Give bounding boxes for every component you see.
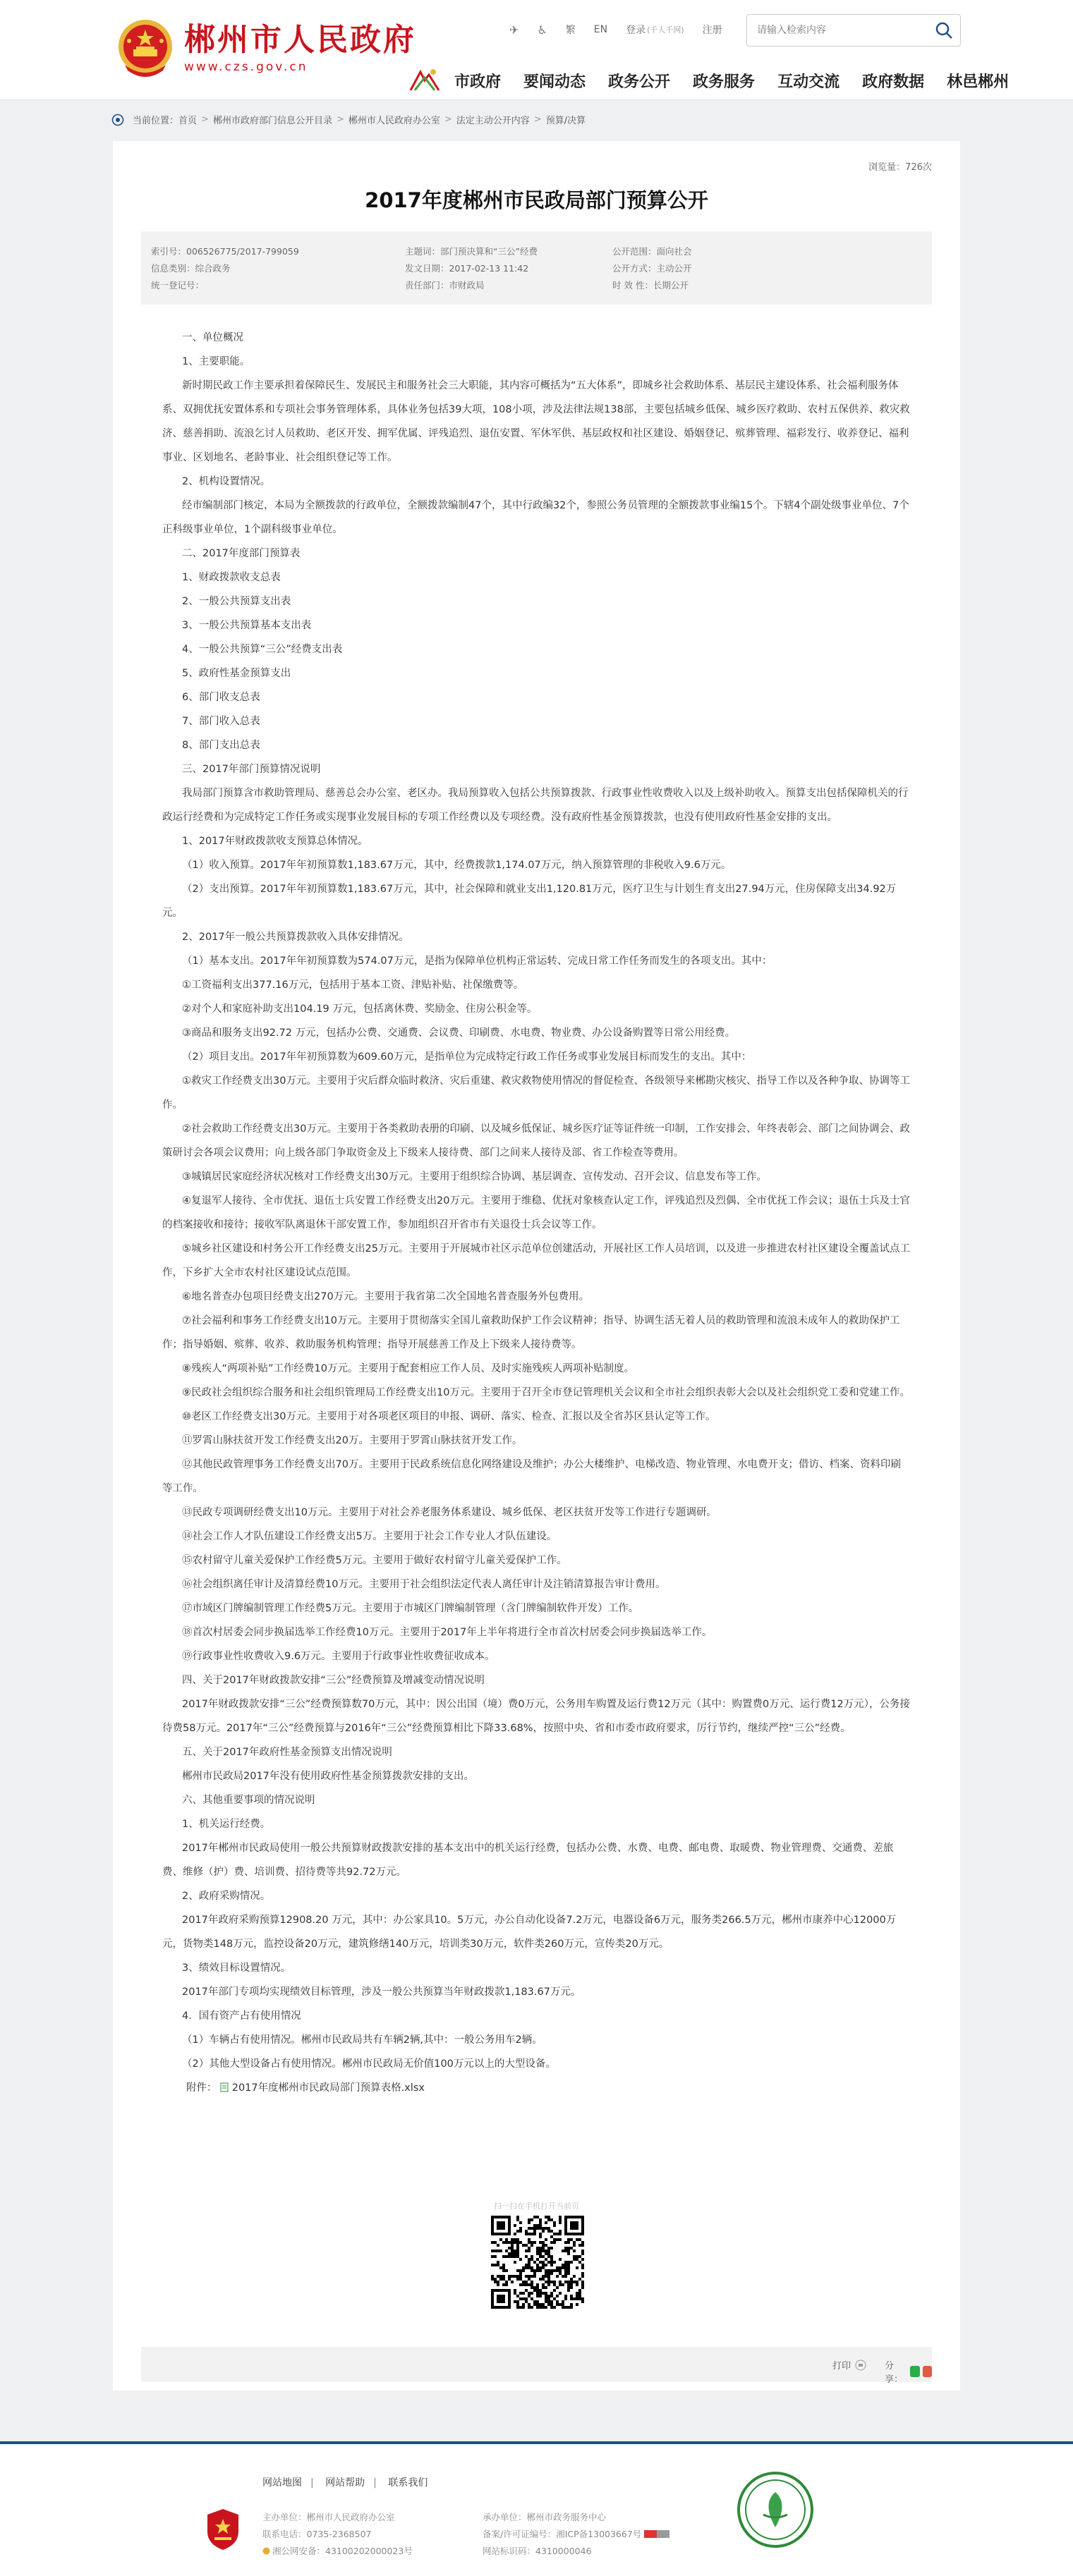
traditional-chinese-link[interactable]: 繁 — [565, 25, 576, 36]
article-paragraph: 8、部门支出总表 — [182, 740, 260, 751]
footer-info-right — [483, 2509, 669, 2560]
article-paragraph: 1、财政拨款收支总表 — [182, 572, 281, 583]
article-paragraph: ⑰市域区门牌编制管理工作经费5万元。主要用于市城区门牌编制管理（含门牌编制软件开发）工作。 — [182, 1603, 639, 1614]
article-paragraph: 经市编制部门核定，本局为全额拨款的行政单位，全额拨款编制47个，其中行政编32个，参照公务员管理的全额拨款事业编15个。下辖4个副处级事业单位、7个正科级事业单位，1个副科级事业单位。 — [162, 500, 909, 535]
article-paragraph: 四、关于2017年财政拨款安排“三公”经费预算及增减变动情况说明 — [182, 1675, 485, 1686]
meta-scope: 公开范围：面向社会 — [612, 246, 692, 257]
accessibility-icon[interactable]: ✈︎ — [509, 23, 519, 37]
article-paragraph: 郴州市民政局2017年没有使用政府性基金预算拨款安排的支出。 — [182, 1771, 474, 1782]
login-label: 登录 — [626, 25, 646, 36]
article-paragraph: ⑲行政事业性收费收入9.6万元。主要用于行政事业性收费征收成本。 — [182, 1651, 495, 1662]
article-paragraph: ①救灾工作经费支出30万元。主要用于灾后群众临时救济、灾后重建、救灾救物使用情况的督促检查、各级领导来郴勘灾核灾、指导工作以及各种争取、协调等工作。 — [162, 1075, 910, 1111]
article-paragraph: ②社会救助工作经费支出30万元。主要用于各类救助表册的印刷、以及城乡低保证、城乡医疗证等证件统一印制，工作安排会、年终表彰会、部门之间协调会、政策研讨会各项会议费用；向上级各部门争取资金及上下级来人接待费、部门之间来人接待及部、省工作检查等费用。 — [162, 1123, 910, 1159]
breadcrumb-office[interactable]: 郴州市人民政府办公室 — [348, 116, 440, 126]
article-paragraph: 2017年部门专项均实现绩效目标管理，涉及一般公共预算当年财政拨款1,183.67万元。 — [182, 1986, 581, 1998]
article-paragraph: （2）项目支出。2017年年初预算数为609.60万元，是指单位为完成特定行政工作任务或事业发展目标而发生的支出。其中： — [182, 1051, 752, 1063]
footer-sponsor: 主办单位：郴州市人民政府办公室 — [262, 2512, 395, 2522]
qr-code-icon — [491, 2216, 584, 2309]
article-container — [113, 141, 960, 2391]
nav-item-linyi-chenzhou[interactable]: 林邑郴州 — [947, 73, 1010, 91]
article-paragraph: 新时期民政工作主要承担着保障民生、发展民主和服务社会三大职能，其内容可概括为“五大体系”，即城乡社会救助体系、基层民主建设体系、社会福利服务体系、双拥优抚安置体系和专项社会事务管理体系，具体业务包括39大项，108小项，涉及法律法规138部，主要包括城乡低保、城乡医疗救助、农村五保供养、救灾救济、慈善捐助、流浪乞讨人员救助、老区开发、拥军优属、评残追烈、退伍安置、军休军供、基层政权和社区建设、婚姻登记、殡葬管理、福彩发行、收养登记、福利事业、区划地名、老龄事业、社会组织登记等工作。 — [162, 380, 910, 463]
article-paragraph: ②对个人和家庭补助支出104.19 万元，包括离休费、奖励金、住房公积金等。 — [182, 1003, 538, 1015]
main-nav — [408, 66, 1031, 94]
print-icon — [855, 2360, 866, 2371]
view-count: 浏览量：726次 — [868, 162, 932, 173]
footer-police-record: 湘公网安备：43100202000023号 — [262, 2543, 413, 2560]
site-footer — [0, 2441, 1073, 2576]
article-toolbar — [141, 2347, 932, 2385]
article-paragraph: ⑨民政社会组织综合服务和社会组织管理局工作经费支出10万元。主要用于召开全市登记管理机关会议和全市社会组织表彰大会以及社会组织党工委和党建工作。 — [182, 1387, 910, 1398]
breadcrumb-catalog[interactable]: 郴州市政府部门信息公开目录 — [212, 116, 332, 126]
nav-item-government-services[interactable]: 政务服务 — [693, 73, 756, 91]
meta-category: 信息类别：综合政务 — [151, 263, 231, 274]
share-bar — [885, 2358, 932, 2385]
article-paragraph: ①工资福利支出377.16万元，包括用于基本工资、津贴补贴、社保缴费等。 — [182, 979, 524, 991]
footer-contact-link[interactable]: 联系我们 — [388, 2477, 428, 2489]
article-paragraph: ⑫其他民政管理事务工作经费支出70万。主要用于民政系统信息化网络建设及维护；办公大楼维护、电梯改造、物业管理、水电费开支；借访、档案、资料印刷等工作。 — [162, 1459, 901, 1494]
site-title: 郴州市人民政府 — [184, 22, 416, 58]
article-paragraph: 2、2017年一般公共预算拨款收入具体安排情况。 — [182, 932, 409, 943]
article-paragraph: 三、2017年部门预算情况说明 — [182, 764, 321, 775]
article-paragraph: ③商品和服务支出92.72 万元，包括办公费、交通费、会议费、印刷费、水电费、物业费、办公设备购置等日常公用经费。 — [182, 1027, 736, 1039]
article-paragraph: 我局部门预算含市救助管理局、慈善总会办公室、老区办。我局预算收入包括公共预算拨款、行政事业性收费收入以及上级补助收入。预算支出包括保障机关的行政运行经费和为完成特定工作任务或实现事业发展目标的专项工作经费以及专项经费。没有政府性基金预算拨款，也没有使用政府性基金安排的支出。 — [162, 788, 909, 823]
article-paragraph: ⑭社会工作人才队伍建设工作经费支出5万。主要用于社会工作专业人才队伍建设。 — [182, 1531, 557, 1542]
article-paragraph: ⑯社会组织离任审计及清算经费10万元。主要用于社会组织法定代表人离任审计及注销清算报告审计费用。 — [182, 1579, 666, 1590]
site-url: www.czs.gov.cn — [184, 60, 308, 74]
article-paragraph: 1、主要职能。 — [182, 356, 250, 367]
article-paragraph: 2、一般公共预算支出表 — [182, 596, 291, 607]
site-logo[interactable] — [115, 16, 416, 80]
article-paragraph: ⑪罗霄山脉扶贫开发工作经费支出20万。主要用于罗霄山脉扶贫开发工作。 — [182, 1435, 523, 1446]
article-paragraph: 1、2017年财政拨款收支预算总体情况。 — [182, 836, 368, 847]
article-paragraph: 六、其他重要事项的情况说明 — [182, 1795, 315, 1806]
article-paragraph: 6、部门收支总表 — [182, 692, 260, 703]
article-paragraph: 3、一般公共预算基本支出表 — [182, 620, 312, 631]
search-input[interactable] — [747, 15, 928, 46]
site-header — [0, 0, 1073, 100]
nav-item-city-government[interactable]: 市政府 — [454, 73, 502, 91]
article-paragraph: （1）基本支出。2017年年初预算数为574.07万元，是指为保障单位机构正常运转、完成日常工作任务而发生的各项支出。其中： — [182, 956, 772, 967]
footer-phone: 联系电话：0735-2368507 — [262, 2529, 372, 2539]
file-icon — [220, 2082, 229, 2092]
article-paragraph: 2017年郴州市民政局使用一般公共预算财政拨款安排的基本支出中的机关运行经费，包括办公费、水费、电费、邮电费、取暖费、物业管理费、交通费、差旅费、维修（护）费、培训费、招待费等共92.72万元。 — [162, 1843, 894, 1878]
footer-organizer: 承办单位：郴州市政务服务中心 — [483, 2512, 607, 2522]
article-paragraph: 一、单位概况 — [182, 332, 243, 343]
footer-separator: | — [373, 2477, 377, 2489]
footer-icp: 备案/许可证编号：湘ICP备13003667号 — [483, 2526, 669, 2543]
article-paragraph: ⑧残疾人“两项补贴”工作经费10万元。主要用于配套相应工作人员、及时实施残疾人两项补贴制度。 — [182, 1363, 634, 1374]
article-paragraph: ④复退军人接待、全市优抚、退伍士兵安置工作经费支出20万元。主要用于维稳、优抚对象核查认定工作，评残追烈及烈偶、全市优抚工作会议；退伍士兵及士官的档案接收和接待；接收军队离退休干部安置工作，参加组织召开省市有关退役士兵会议等工作。 — [162, 1195, 910, 1231]
article-paragraph: ⑦社会福利和事务工作经费支出10万元。主要用于贯彻落实全国儿童救助保护工作会议精神；指导、协调生活无着人员的救助管理和流浪未成年人的救助保护工作；指导婚姻、殡葬、收养、救助服务机构管理；指导开展慈善工作及上下级来人接待费等。 — [162, 1315, 900, 1350]
nav-item-news[interactable]: 要闻动态 — [523, 73, 586, 91]
national-emblem-icon — [115, 16, 176, 80]
nav-item-interaction[interactable]: 互动交流 — [777, 73, 840, 91]
article-paragraph: ⑥地名普查办包项目经费支出270万元。主要用于我省第二次全国地名普查服务外包费用。 — [182, 1291, 590, 1302]
article-paragraph: 4．国有资产占有使用情况 — [182, 2010, 301, 2022]
article-paragraph: 2017年财政拨款安排“三公”经费预算数70万元，其中：因公出国（境）费0万元，公务用车购置及运行费12万元（其中：购置费0万元、运行费12万元），公务接待费58万元。2017年“三公”经费预算与2016年“三公”经费预算相比下降33.68%，按照中央、省和市委市政府要求，厉行节约，继续严控“三公”经费。 — [162, 1699, 910, 1734]
print-label: 打印 — [832, 2361, 851, 2371]
nav-item-open-government[interactable]: 政务公开 — [608, 73, 671, 91]
breadcrumb-budget[interactable]: 预算/决算 — [545, 116, 586, 126]
article-paragraph: （1）车辆占有使用情况。郴州市民政局共有车辆2辆,其中：一般公务用车2辆。 — [182, 2034, 542, 2046]
footer-help-link[interactable]: 网站帮助 — [325, 2477, 365, 2489]
article-paragraph: ⑮农村留守儿童关爱保护工作经费5万元。主要用于做好农村留守儿童关爱保护工作。 — [182, 1555, 567, 1566]
breadcrumb-separator: > — [533, 114, 542, 125]
meta-date: 发文日期：2017-02-13 11:42 — [405, 263, 529, 274]
qr-label: 扫一扫在手机打开当前页 — [494, 2202, 579, 2211]
article-paragraph: ③城镇居民家庭经济状况核对工作经费支出30万元。主要用于组织综合协调、基层调查、宣传发动、召开会议、信息发布等工作。 — [182, 1171, 767, 1183]
search-icon — [935, 21, 953, 39]
english-link[interactable]: EN — [593, 24, 608, 35]
attachment-line — [162, 2076, 911, 2100]
nav-item-government-data[interactable]: 政府数据 — [862, 73, 925, 91]
government-website-seal-icon[interactable] — [736, 2471, 814, 2548]
breadcrumb-label: 当前位置： — [133, 116, 179, 126]
attachment-label: 附件： — [186, 2082, 217, 2094]
search-box — [746, 14, 961, 47]
location-icon — [111, 114, 124, 126]
breadcrumb-statutory[interactable]: 法定主动公开内容 — [456, 116, 530, 126]
elderly-mode-icon[interactable]: ♿ — [537, 23, 547, 37]
meta-index-number: 索引号：006526775/2017-799059 — [151, 246, 299, 257]
footer-separator: | — [310, 2477, 314, 2489]
article-paragraph: 5、政府性基金预算支出 — [182, 668, 291, 679]
article-paragraph: 二、2017年度部门预算表 — [182, 548, 301, 559]
top-links — [509, 23, 741, 37]
article-paragraph: ⑬民政专项调研经费支出10万元。主要用于对社会养老服务体系建设、城乡低保、老区扶贫开发等工作进行专题调研。 — [182, 1507, 717, 1518]
meta-keywords: 主题词：部门预决算和“三公”经费 — [405, 246, 538, 257]
footer-site-code: 网站标识码：4310000046 — [483, 2546, 592, 2556]
breadcrumb — [111, 113, 586, 126]
search-button[interactable] — [928, 15, 960, 46]
meta-validity: 时 效 性：长期公开 — [612, 280, 689, 291]
breadcrumb-separator: > — [201, 114, 209, 125]
footer-sitemap-link[interactable]: 网站地图 — [262, 2477, 302, 2489]
article-paragraph: ⑩老区工作经费支出30万元。主要用于对各项老区项目的申报、调研、落实、检查、汇报以及全省苏区县认定等工作。 — [182, 1411, 716, 1422]
article-title: 2017年度郴州市民政局部门预算公开 — [365, 188, 708, 212]
article-paragraph: 2017年政府采购预算12908.20 万元，其中：办公家具10。5万元，办公自动化设备7.2万元，电器设备6万元，服务类266.5万元，郴州市康养中心12000万元，货物类148万元，监控设备20万元，建筑修缮140万元，培训类30万元，软件类260万元，宣传类20万元。 — [162, 1915, 897, 1950]
article-paragraph: 7、部门收入总表 — [182, 716, 260, 727]
article-paragraph: 五、关于2017年政府性基金预算支出情况说明 — [182, 1747, 392, 1758]
wechat-share-icon[interactable] — [910, 2366, 919, 2377]
article-paragraph: （1）收入预算。2017年年初预算数1,183.67万元，其中，经费拨款1,174.07万元，纳入预算管理的非税收入9.6万元。 — [182, 860, 732, 871]
attachment-link[interactable]: 2017年度郴州市民政局部门预算表格.xlsx — [231, 2082, 425, 2094]
login-note: (千人千网) — [647, 25, 684, 35]
share-label: 分享： — [885, 2361, 904, 2385]
record-badge-icon — [644, 2530, 669, 2538]
article-paragraph: 1、机关运行经费。 — [182, 1819, 271, 1830]
breadcrumb-home[interactable]: 首页 — [178, 116, 198, 126]
nav-deco-icon — [408, 66, 443, 94]
party-government-badge-icon[interactable] — [205, 2508, 241, 2551]
article-paragraph: ⑤城乡社区建设和村务公开工作经费支出25万元。主要用于开展城市社区示范单位创建活动，开展社区工作人员培训，以及进一步推进农村社区建设全覆盖试点工作，下乡扩大全市农村社区建设试点范围。 — [162, 1243, 910, 1278]
article-paragraph: （2）其他大型设备占有使用情况。郴州市民政局无价值100万元以上的大型设备。 — [182, 2058, 556, 2070]
breadcrumb-separator: > — [444, 114, 452, 125]
footer-info-left — [262, 2509, 413, 2560]
article-paragraph: 2、机构设置情况。 — [182, 476, 271, 487]
article-body — [162, 326, 911, 2100]
article-paragraph: 3、绩效目标设置情况。 — [182, 1962, 291, 1974]
article-paragraph: 4、一般公共预算“三公”经费支出表 — [182, 644, 343, 655]
print-button[interactable] — [832, 2358, 866, 2371]
meta-registration: 统一登记号： — [151, 280, 205, 291]
meta-method: 公开方式：主动公开 — [612, 263, 692, 274]
article-meta — [141, 231, 932, 305]
register-link[interactable]: 注册 — [702, 25, 722, 36]
weibo-share-icon[interactable] — [923, 2366, 932, 2377]
footer-links — [262, 2475, 428, 2489]
police-badge-icon — [262, 2547, 270, 2555]
breadcrumb-separator: > — [336, 114, 344, 125]
login-link[interactable] — [626, 23, 684, 37]
article-paragraph: （2）支出预算。2017年年初预算数1,183.67万元，其中，社会保障和就业支出1,120.81万元，医疗卫生与计划生育支出27.94万元，住房保障支出34.92万元。 — [162, 884, 897, 919]
article-paragraph: ⑱首次村居委会同步换届选举工作经费10万元。主要用于2017年上半年将进行全市首次村居委会同步换届选举工作。 — [182, 1627, 713, 1638]
article-paragraphs — [162, 326, 911, 2076]
article-paragraph: 2、政府采购情况。 — [182, 1891, 271, 1902]
meta-department: 责任部门：市财政局 — [405, 280, 485, 291]
